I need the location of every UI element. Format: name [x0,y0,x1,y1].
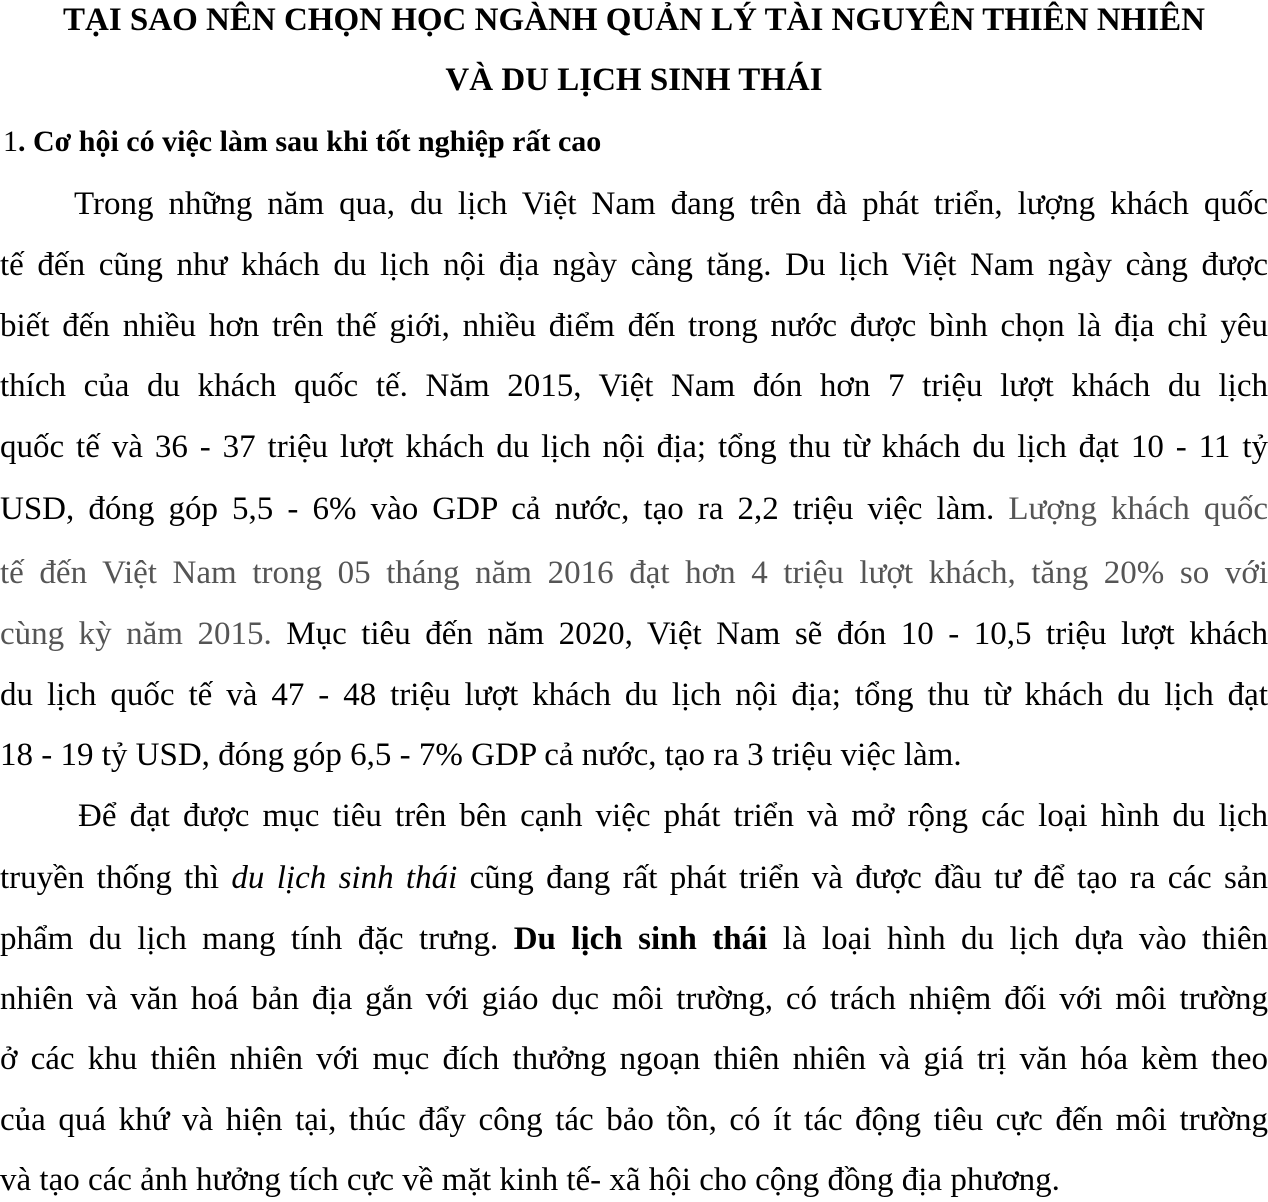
section-1-heading [3,122,601,162]
paragraph-1-line-9: du lịch quốc tế và 47 - 48 triệu lượt khách du lịch nội địa; tổng thu từ khách du lịch đạt [0,677,1268,713]
paragraph-1-line-5: quốc tế và 36 - 37 triệu lượt khách du lịch nội địa; tổng thu từ khách du lịch đạt 10 - 11 tỷ [0,429,1268,465]
paragraph-2-line-4: nhiên và văn hoá bản địa gắn với giáo dục môi trường, có trách nhiệm đối với môi trường [0,981,1268,1017]
paragraph-2-line-6: của quá khứ và hiện tại, thúc đẩy công tác bảo tồn, có ít tác động tiêu cực đến môi trường [0,1102,1268,1138]
paragraph-1-line-6 [0,487,1268,531]
document-title-line-2: VÀ DU LỊCH SINH THÁI [445,62,823,98]
paragraph-2-line-1: Để đạt được mục tiêu trên bên cạnh việc phát triển và mở rộng các loại hình du lịch [78,798,1268,834]
paragraph-2-line-7: và tạo các ảnh hưởng tích cực về mặt kinh tế- xã hội cho cộng đồng địa phương. [0,1162,1060,1198]
document-title-line-1: TẠI SAO NÊN CHỌN HỌC NGÀNH QUẢN LÝ TÀI NGUYÊN THIÊN NHIÊN [62,2,1205,38]
paragraph-1-line-8-text: Mục tiêu đến năm 2020, Việt Nam sẽ đón 10 - 10,5 triệu lượt khách [286,616,1268,652]
paragraph-1-line-2: tế đến cũng như khách du lịch nội địa ngày càng tăng. Du lịch Việt Nam ngày càng được [0,247,1268,283]
paragraph-1-line-1: Trong những năm qua, du lịch Việt Nam đang trên đà phát triển, lượng khách quốc [74,186,1268,222]
paragraph-2-line-3-text-a: phẩm du lịch mang tính đặc trưng. [0,921,514,957]
paragraph-2-line-2 [0,856,1268,900]
paragraph-1-line-6-text: USD, đóng góp 5,5 - 6% vào GDP cả nước, tạo ra 2,2 triệu việc làm. [0,491,1009,527]
paragraph-2-italic-term: du lịch sinh thái [231,860,458,896]
paragraph-2-line-3 [0,917,1268,961]
paragraph-1-line-8 [0,612,1268,656]
section-number: 1 [3,125,18,158]
paragraph-1-line-10: 18 - 19 tỷ USD, đóng góp 6,5 - 7% GDP cả nước, tạo ra 3 triệu việc làm. [0,737,962,773]
paragraph-2-line-2-text-b: cũng đang rất phát triển và được đầu tư để tạo ra các sản [457,860,1268,896]
paragraph-2-line-2-text-a: truyền thống thì [0,860,232,896]
paragraph-1-line-6-muted-text: Lượng khách quốc [1008,491,1268,527]
paragraph-2-line-3-text-b: là loại hình du lịch dựa vào thiên [767,921,1268,957]
paragraph-1-line-7: tế đến Việt Nam trong 05 tháng năm 2016 đạt hơn 4 triệu lượt khách, tăng 20% so với [0,555,1268,591]
section-heading-text: . Cơ hội có việc làm sau khi tốt nghiệp rất cao [18,125,602,158]
paragraph-1-line-8-muted-text: cùng kỳ năm 2015. [0,616,287,652]
paragraph-1-line-4: thích của du khách quốc tế. Năm 2015, Việt Nam đón hơn 7 triệu lượt khách du lịch [0,368,1268,404]
paragraph-2-bold-term: Du lịch sinh thái [513,921,768,957]
paragraph-2-line-5: ở các khu thiên nhiên với mục đích thưởng ngoạn thiên nhiên và giá trị văn hóa kèm theo [0,1041,1268,1077]
paragraph-1-line-3: biết đến nhiều hơn trên thế giới, nhiều điểm đến trong nước được bình chọn là địa chỉ yêu [0,308,1268,344]
